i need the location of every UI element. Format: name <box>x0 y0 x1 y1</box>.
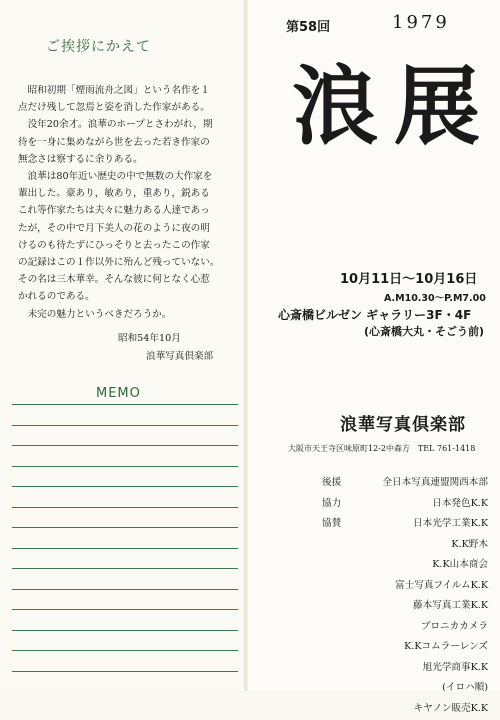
greeting-line: 没年20余才。浪華のホープとさわがれ，期 <box>18 116 232 133</box>
memo-line <box>12 466 238 467</box>
sponsor-name: 日本光学工業K.K <box>413 515 488 529</box>
greeting-line: けるのも待たずにひっそりと去ったこの作家 <box>18 237 232 254</box>
sponsor-row <box>276 679 488 700</box>
memo-line <box>12 527 238 528</box>
greeting-line: これ等作家たちは夫々に魅力ある人達であっ <box>18 202 232 219</box>
greeting-line: たが，その中で月下美人の花のように夜の明 <box>18 220 232 237</box>
greeting-body <box>18 82 232 323</box>
memo-line <box>12 650 238 651</box>
sponsor-name: 日本発色K.K <box>432 495 488 509</box>
greeting-title: ご挨拶にかえて <box>46 36 151 56</box>
greeting-line: 待を一身に集めながら世を去った若き作家の <box>18 134 232 151</box>
sponsor-row <box>276 700 488 720</box>
memo-line <box>12 404 238 405</box>
greeting-line: 未完の魅力というべきだろうか。 <box>18 306 232 323</box>
memo-lines <box>12 404 238 691</box>
exhibition-venue-note: (心斎橋大丸・そごう前) <box>364 323 484 339</box>
sponsor-name: (イロハ順) <box>442 679 488 693</box>
sponsor-row <box>276 597 488 618</box>
greeting-line: 輩出した。豪あり，敏あり，重あり，鋭ある <box>18 185 232 202</box>
memo-line <box>12 609 238 610</box>
memo-line <box>12 671 238 672</box>
memo-line <box>12 507 238 508</box>
greeting-line: の記録はこの１作以外に殆んど残っていない。 <box>18 254 232 271</box>
greeting-line: 昭和初期「煙雨流舟之図」という名作を１ <box>18 82 232 99</box>
sponsor-category: 協賛 <box>322 515 341 529</box>
exhibition-dates: 10月11日〜10月16日 <box>340 268 477 287</box>
memo-line <box>12 425 238 426</box>
memo-line <box>12 630 238 631</box>
exhibition-edition: 第58回 <box>286 16 330 35</box>
sponsor-category: 後援 <box>322 474 341 488</box>
memo-line <box>12 589 238 590</box>
greeting-line: その名は三木華幸。そんな彼に何となく心惹 <box>18 271 232 288</box>
sponsor-row <box>276 659 488 680</box>
sponsor-row <box>276 536 488 557</box>
sponsor-name: キヤノン販売K.K <box>414 700 488 714</box>
exhibition-title: 浪展 <box>292 64 496 150</box>
exhibition-year: 1979 <box>392 12 450 33</box>
memo-line <box>12 548 238 549</box>
sponsor-row <box>276 515 488 536</box>
greeting-line: 点だけ残して忽焉と姿を消した作家がある。 <box>18 99 232 116</box>
sponsor-name: K.Kコムラーレンズ <box>404 638 488 652</box>
sponsor-name: ブロニカカメラ <box>421 618 488 632</box>
sponsor-name: K.K野木 <box>451 536 488 550</box>
sponsor-row <box>276 638 488 659</box>
sponsor-name: 旭光学商事K.K <box>423 659 488 673</box>
greeting-line: 浪華は80年近い歴史の中で無数の大作家を <box>18 168 232 185</box>
exhibition-hours: A.M10.30〜P.M7.00 <box>384 290 486 304</box>
greeting-signature: 浪華写真倶楽部 <box>146 348 213 362</box>
sponsor-name: K.K山本商会 <box>432 556 488 570</box>
sponsor-row <box>276 618 488 639</box>
greeting-date: 昭和54年10月 <box>118 330 181 344</box>
left-panel <box>0 0 244 691</box>
organizer-name: 浪華写真倶楽部 <box>340 410 466 435</box>
sponsor-name: 富士写真フイルムK.K <box>395 577 488 591</box>
memo-line <box>12 568 238 569</box>
sponsor-name: 藤本写真工業K.K <box>413 597 488 611</box>
greeting-line: かれるのである。 <box>18 288 232 305</box>
sponsor-category: 協力 <box>322 495 341 509</box>
memo-line <box>12 445 238 446</box>
organizer-address: 大阪市天王寺区味原町12-2中森方 TEL 761-1418 <box>288 443 475 454</box>
sponsor-row <box>276 556 488 577</box>
memo-line <box>12 486 238 487</box>
sponsor-row <box>276 495 488 516</box>
sponsor-list <box>276 474 488 720</box>
greeting-line: 無念さは察するに余りある。 <box>18 151 232 168</box>
sponsor-row <box>276 474 488 495</box>
memo-title: MEMO <box>96 386 141 401</box>
sponsor-row <box>276 577 488 598</box>
sponsor-name: 全日本写真連盟関西本部 <box>382 474 488 488</box>
exhibition-venue: 心斎橋ビルゼン ギャラリー3F・4F <box>278 306 471 323</box>
